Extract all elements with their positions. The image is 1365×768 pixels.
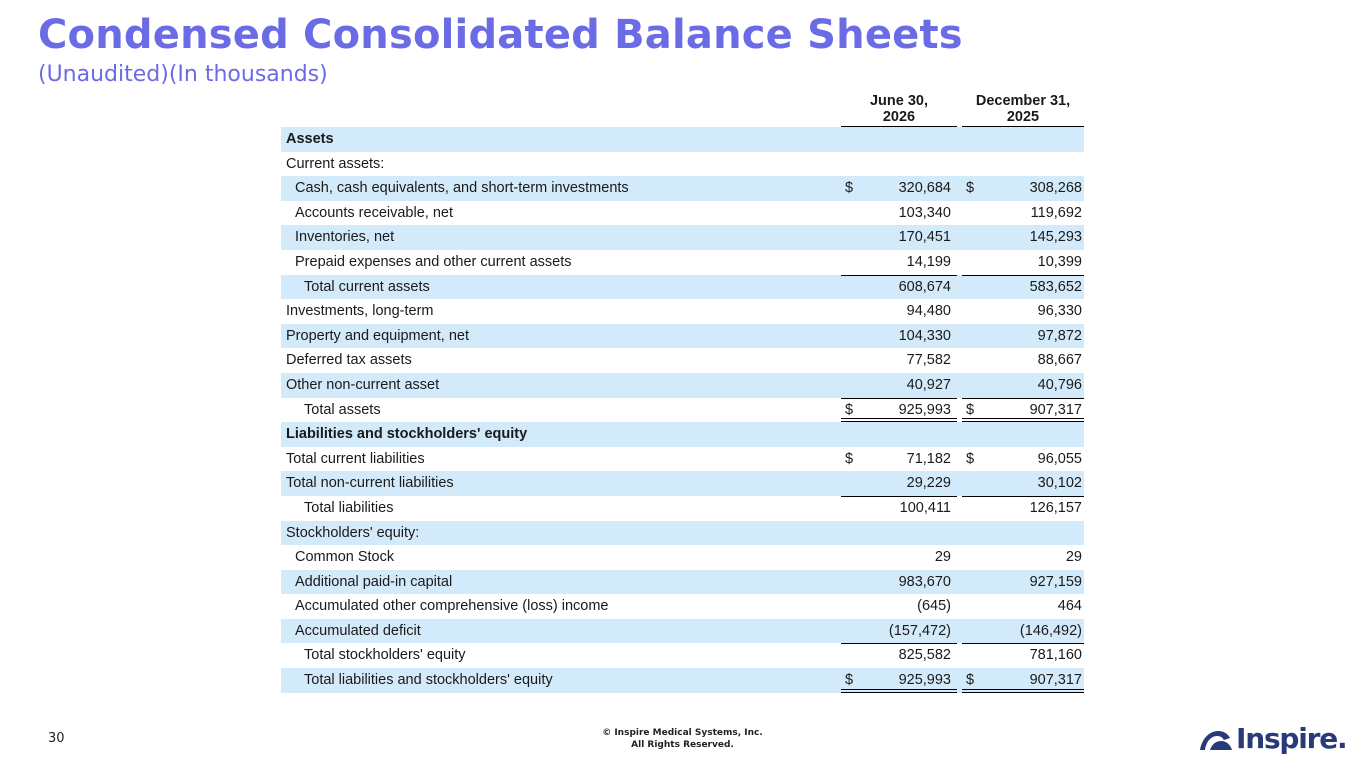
row-label: Stockholders' equity:	[286, 524, 420, 541]
value-june-2026	[841, 324, 957, 349]
balance-sheet-table	[281, 91, 1084, 693]
currency-symbol: $	[845, 672, 854, 689]
row-label: Total non-current liabilities	[286, 475, 454, 492]
currency-symbol: $	[845, 450, 854, 467]
table-row	[281, 545, 1084, 570]
amount: 71,182	[906, 450, 951, 467]
value-june-2026	[841, 398, 957, 423]
currency-symbol: $	[845, 401, 854, 418]
value-december-2025	[962, 471, 1084, 496]
value-june-2026	[841, 225, 957, 250]
amount: 170,451	[898, 229, 951, 246]
amount: (157,472)	[888, 622, 951, 639]
value-december-2025	[962, 176, 1084, 201]
value-december-2025	[962, 594, 1084, 619]
value-june-2026	[841, 570, 957, 595]
value-december-2025	[962, 398, 1084, 423]
amount: 781,160	[1029, 647, 1082, 664]
value-june-2026	[841, 643, 957, 668]
value-december-2025	[962, 225, 1084, 250]
amount: 30,102	[1037, 475, 1082, 492]
table-row	[281, 594, 1084, 619]
table-row	[281, 398, 1084, 423]
table-row	[281, 643, 1084, 668]
value-december-2025	[962, 570, 1084, 595]
column-header-june-2026: June 30, 2026	[841, 93, 957, 127]
row-label: Cash, cash equivalents, and short-term investments	[295, 180, 629, 197]
inspire-logo-text: Inspire.	[1236, 722, 1347, 755]
row-label: Accounts receivable, net	[295, 204, 453, 221]
row-label: Deferred tax assets	[286, 352, 412, 369]
amount: 983,670	[898, 573, 951, 590]
value-june-2026	[841, 275, 957, 300]
table-row	[281, 496, 1084, 521]
amount: 14,199	[906, 253, 951, 270]
copyright-line-1: © Inspire Medical Systems, Inc.	[602, 728, 763, 738]
amount: 825,582	[898, 647, 951, 664]
amount: (645)	[917, 598, 951, 615]
value-december-2025	[962, 299, 1084, 324]
value-december-2025	[962, 275, 1084, 300]
page-title: Condensed Consolidated Balance Sheets	[38, 12, 963, 58]
column-header-december-2025: December 31, 2025	[962, 93, 1084, 127]
copyright-line-2: All Rights Reserved.	[631, 740, 734, 750]
amount: 907,317	[1029, 401, 1082, 418]
value-june-2026	[841, 250, 957, 275]
table-row	[281, 152, 1084, 177]
row-label: Inventories, net	[295, 229, 395, 246]
amount: 29	[934, 549, 951, 566]
currency-symbol: $	[845, 180, 854, 197]
currency-symbol: $	[966, 672, 975, 689]
row-label: Total liabilities	[304, 499, 394, 516]
row-label: Accumulated deficit	[295, 622, 421, 639]
value-june-2026	[841, 594, 957, 619]
amount: 100,411	[899, 499, 951, 516]
section-header-row	[281, 422, 1084, 447]
inspire-logo-mark-icon	[1198, 728, 1234, 752]
value-june-2026	[841, 373, 957, 398]
amount: 96,055	[1037, 450, 1082, 467]
table-row	[281, 348, 1084, 373]
row-label: Liabilities and stockholders' equity	[286, 426, 528, 443]
amount: 907,317	[1029, 672, 1082, 689]
value-december-2025	[962, 201, 1084, 226]
value-december-2025	[962, 668, 1084, 693]
amount: 925,993	[898, 672, 951, 689]
row-label: Total assets	[304, 401, 381, 418]
amount: 608,674	[898, 278, 951, 295]
table-row	[281, 324, 1084, 349]
copyright-notice	[560, 727, 805, 751]
value-december-2025	[962, 643, 1084, 668]
table-row	[281, 447, 1084, 472]
table-row	[281, 373, 1084, 398]
row-label: Current assets:	[286, 155, 385, 172]
currency-symbol: $	[966, 450, 975, 467]
amount: 126,157	[1029, 499, 1082, 516]
table-row	[281, 275, 1084, 300]
amount: 29,229	[906, 475, 951, 492]
row-label: Total liabilities and stockholders' equity	[304, 672, 553, 689]
amount: 40,796	[1037, 376, 1082, 393]
value-june-2026	[841, 668, 957, 693]
value-june-2026	[841, 299, 957, 324]
value-june-2026	[841, 447, 957, 472]
amount: 96,330	[1037, 303, 1082, 320]
value-december-2025	[962, 348, 1084, 373]
row-label: Accumulated other comprehensive (loss) income	[295, 598, 609, 615]
row-label: Total current liabilities	[286, 450, 425, 467]
row-label: Property and equipment, net	[286, 327, 469, 344]
amount: 927,159	[1029, 573, 1082, 590]
value-december-2025	[962, 545, 1084, 570]
currency-symbol: $	[966, 401, 975, 418]
value-december-2025	[962, 447, 1084, 472]
table-row	[281, 299, 1084, 324]
row-label: Prepaid expenses and other current assets	[295, 253, 572, 270]
table-body	[281, 127, 1084, 693]
value-december-2025	[962, 250, 1084, 275]
table-row	[281, 471, 1084, 496]
amount: (146,492)	[1019, 622, 1082, 639]
value-december-2025	[962, 496, 1084, 521]
row-label: Additional paid-in capital	[295, 573, 453, 590]
amount: 464	[1057, 598, 1082, 615]
row-label: Other non-current asset	[286, 376, 440, 393]
table-row	[281, 225, 1084, 250]
amount: 320,684	[898, 180, 951, 197]
table-row	[281, 668, 1084, 693]
value-june-2026	[841, 496, 957, 521]
amount: 925,993	[898, 401, 951, 418]
value-december-2025	[962, 619, 1084, 644]
value-june-2026	[841, 619, 957, 644]
table-row	[281, 176, 1084, 201]
row-label: Total stockholders' equity	[304, 647, 466, 664]
value-june-2026	[841, 348, 957, 373]
row-label: Common Stock	[295, 549, 395, 566]
section-header-row	[281, 127, 1084, 152]
amount: 94,480	[906, 303, 951, 320]
amount: 10,399	[1037, 253, 1082, 270]
table-row	[281, 250, 1084, 275]
page-number: 30	[48, 731, 65, 746]
amount: 103,340	[898, 204, 951, 221]
table-row	[281, 619, 1084, 644]
value-december-2025	[962, 324, 1084, 349]
amount: 88,667	[1037, 352, 1082, 369]
table-row	[281, 521, 1084, 546]
row-label: Assets	[286, 131, 334, 147]
row-label: Total current assets	[304, 278, 430, 295]
value-december-2025	[962, 373, 1084, 398]
page-subtitle: (Unaudited)(In thousands)	[38, 62, 328, 87]
amount: 308,268	[1029, 180, 1082, 197]
amount: 40,927	[906, 376, 951, 393]
table-row	[281, 570, 1084, 595]
amount: 583,652	[1029, 278, 1082, 295]
table-column-headers	[281, 91, 1084, 127]
value-june-2026	[841, 545, 957, 570]
value-june-2026	[841, 471, 957, 496]
amount: 145,293	[1029, 229, 1082, 246]
value-june-2026	[841, 176, 957, 201]
amount: 119,692	[1030, 204, 1082, 221]
amount: 97,872	[1037, 327, 1082, 344]
row-label: Investments, long-term	[286, 303, 434, 320]
value-june-2026	[841, 201, 957, 226]
amount: 104,330	[898, 327, 951, 344]
table-row	[281, 201, 1084, 226]
amount: 29	[1065, 549, 1082, 566]
currency-symbol: $	[966, 180, 975, 197]
amount: 77,582	[906, 352, 951, 369]
